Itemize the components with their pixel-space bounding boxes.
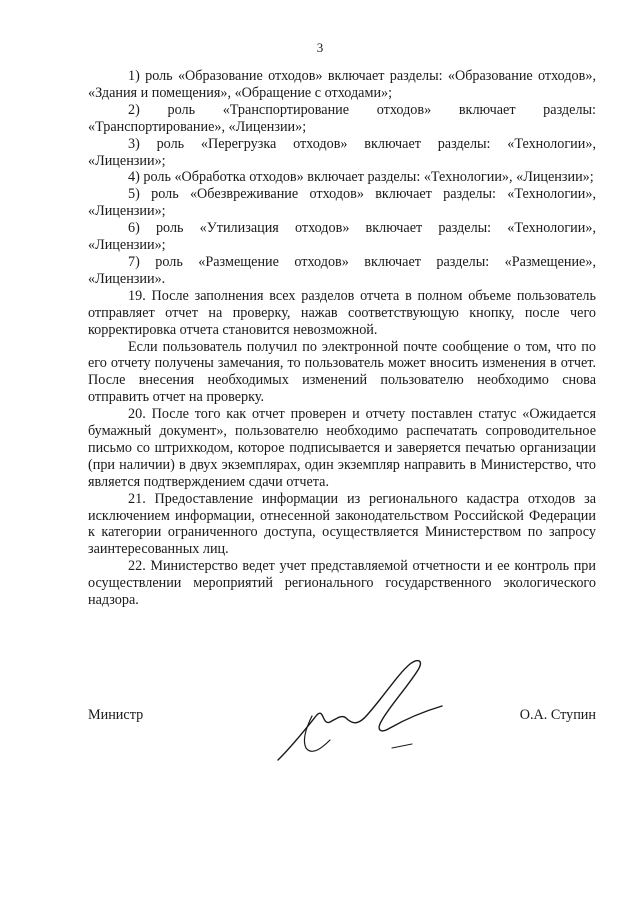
list-item-role-5: 5) роль «Обезвреживание отходов» включает разделы: «Технологии», «Лицензии»; <box>88 186 596 220</box>
clause-20: 20. После того как отчет проверен и отчету поставлен статус «Ожидается бумажный документ», пользователю необходимо распечатать сопроводительное письмо со штрихкодом, которое подписывается и заверяется печатью организации (при наличии) в двух экземплярах, один экземпляр направить в Министерство, что является подтверждением сдачи отчета. <box>88 406 596 490</box>
page-number: 3 <box>316 40 324 55</box>
signer-name: О.А. Ступин <box>519 707 596 723</box>
list-item-role-1: 1) роль «Образование отходов» включает разделы: «Образование отходов», «Здания и помещения», «Обращение с отходами»; <box>88 68 596 101</box>
list-item-role-6: 6) роль «Утилизация отходов» включает разделы: «Технологии», «Лицензии»; <box>88 220 596 254</box>
clause-22: 22. Министерство ведет учет представляемой отчетности и ее контроль при осуществлении мероприятий регионального государственного экологического надзора. <box>88 558 596 609</box>
list-item-role-2: 2) роль «Транспортирование отходов» включает разделы: «Транспортирование», «Лицензии»; <box>88 101 596 135</box>
document-body <box>88 68 596 609</box>
signer-title: Министр <box>88 707 144 723</box>
list-item-role-7: 7) роль «Размещение отходов» включает разделы: «Размещение», «Лицензии». <box>88 253 596 287</box>
clause-19: 19. После заполнения всех разделов отчета в полном объеме пользователь отправляет отчет на проверку, нажав соответствующую кнопку, после чего корректировка отчета становится невозможной. <box>88 287 596 338</box>
list-item-role-4: 4) роль «Обработка отходов» включает разделы: «Технологии», «Лицензии»; <box>128 169 594 186</box>
list-item-role-3: 3) роль «Перегрузка отходов» включает разделы: «Технологии», «Лицензии»; <box>88 135 596 169</box>
clause-21: 21. Предоставление информации из регионального кадастра отходов за исключением информации, отнесенной законодательством Российской Федерации к категории ограниченного доступа, осуществляется Министерством по запросу заинтересованных лиц. <box>88 490 596 558</box>
clause-19-continuation: Если пользователь получил по электронной почте сообщение о том, что по его отчету получены замечания, то пользователь может вносить изменения в отчет. После внесения необходимых изменений пользователю необходимо снова отправить отчет на проверку. <box>88 338 596 406</box>
handwritten-signature <box>272 656 450 768</box>
